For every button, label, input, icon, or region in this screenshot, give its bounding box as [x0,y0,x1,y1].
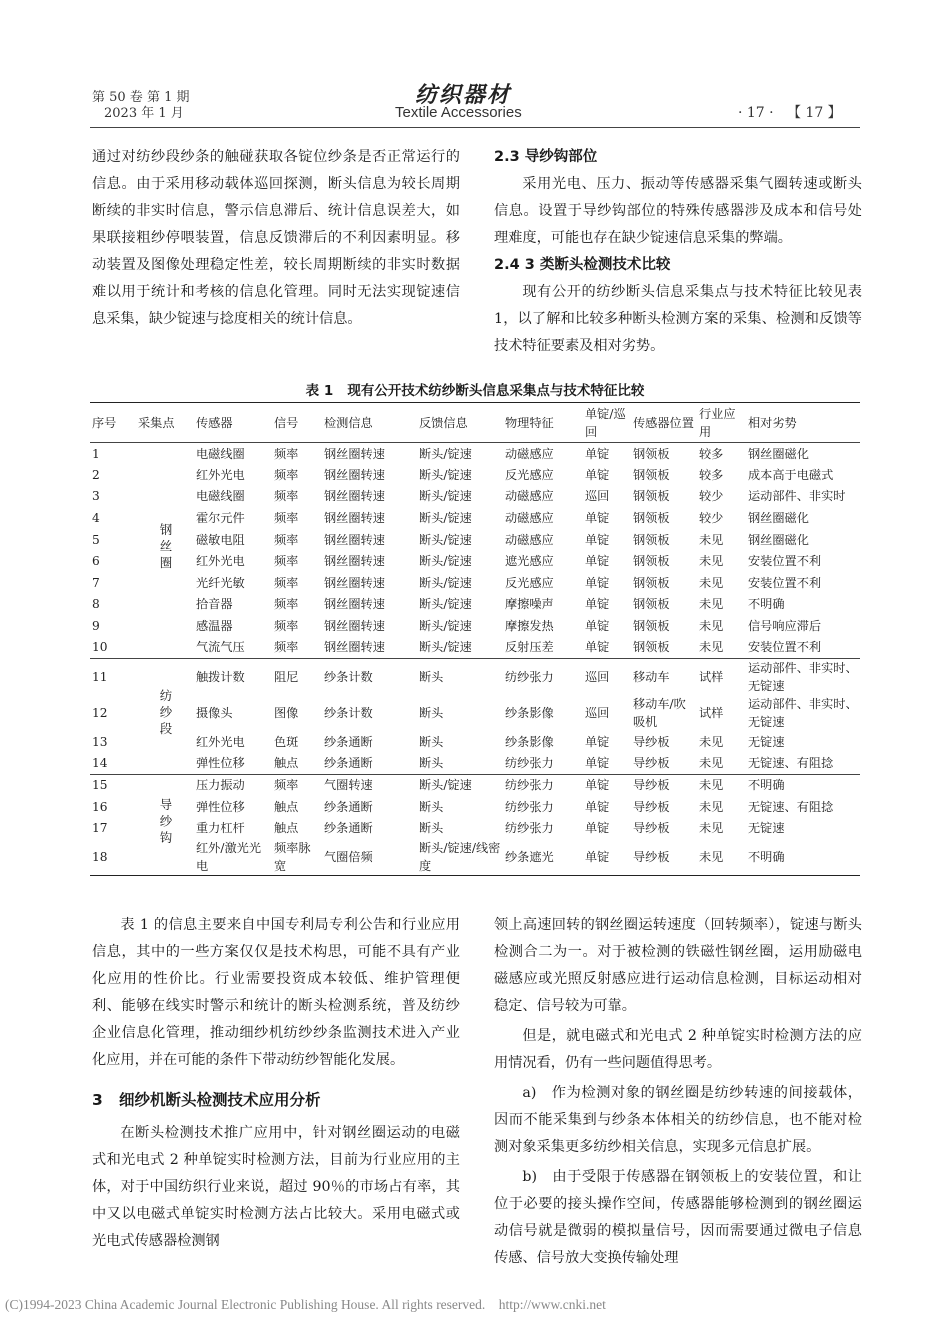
table-cell: 钢丝圈转速 [324,532,385,547]
table-cell: 未见 [699,575,724,590]
table-cell: 单锭 [585,821,610,836]
table-cell: 15 [92,778,108,793]
table-cell: 纱条遮光 [503,839,583,876]
table-header-cell: 相对劣势 [746,403,860,443]
table-cell: 动磁感应 [505,489,554,504]
table-cell: 频率 [274,446,299,461]
table-cell: 弹性位移 [196,799,245,814]
table-cell: 频率 [274,511,299,526]
table-cell: 色斑 [274,734,299,749]
table-cell: 拾音器 [196,597,233,612]
table-cell: 钢丝圈转速 [324,575,385,590]
collection-point-label: 导纱钩 [158,797,173,848]
table-cell: 钢领板 [633,467,670,482]
table-cell: 较少 [699,511,724,526]
table-cell: 较多 [699,467,724,482]
table-cell: 钢领板 [633,446,670,461]
table-cell: 钢领板 [631,637,697,659]
table-cell: 霍尔元件 [196,511,245,526]
left-col-top-paragraph: 通过对纺纱段纱条的触碰获取各锭位纱条是否正常运行的信息。由于采用移动载体巡回探测，断头信息为较长周期断续的非实时信息，警示信息滞后、统计信息误差大，如果联接粗纱停喂装置，信息反馈滞后的不利因素明显。移动装置及图像处理稳定性差，较长周期断续的非实时数据难以用于统计和考核的信息化管理。同时无法实现锭速信息采集，缺少锭速与捻度相关的统计信息。 [92,149,460,327]
table-cell: 钢领板 [633,554,670,569]
table-cell: 4 [92,511,100,526]
table-cell: 钢领板 [633,489,670,504]
table-cell: 重力杠杆 [196,821,245,836]
collection-point-label: 纺纱段 [158,689,173,739]
table-cell: 不明确 [748,778,785,793]
table-cell: 红外光电 [196,554,245,569]
table-header-cell: 传感器位置 [631,403,697,443]
table-row [90,658,860,695]
table-cell: 断头/锭速 [419,597,472,612]
table-cell: 未见 [699,734,724,749]
table-cell: 钢丝圈转速 [322,637,417,659]
table-cell: 反射压差 [503,637,583,659]
table-cell: 断头 [419,669,444,684]
table-header-cell: 物理特征 [503,403,583,443]
table-cell: 摩擦发热 [505,619,554,634]
table-cell: 成本高于电磁式 [748,467,834,482]
table-cell: 安装位置不利 [748,575,822,590]
table-cell: 频率 [274,467,299,482]
table-cell: 触拨计数 [196,669,245,684]
table-cell: 未见 [697,753,746,775]
table-cell: 无锭速 [748,734,785,749]
table-cell: 频率 [274,554,299,569]
table-row [90,594,860,616]
section-3-text: 在断头检测技术推广应用中，针对钢丝圈运动的电磁式和光电式 2 种单锭实时检测方法，目前为行业应用的主体，对于中国纺织行业来说，超过 90％的市场占有率，其中又以电磁式单锭实时检测方法占比较大。采用电磁式或光电式传感器检测钢 [92,1125,460,1249]
table-cell: 频率脉宽 [272,839,322,876]
table-cell: 动磁感应 [505,511,554,526]
table-cell: 压力振动 [196,778,245,793]
table-cell: 单锭 [583,637,631,659]
table-cell: 3 [92,489,100,504]
table-cell: 11 [92,669,108,684]
right-col-paragraph-2: 但是，就电磁式和光电式 2 种单锭实时检测方法的应用情况看，仍有一些问题值得思考。 [494,1028,862,1071]
table-row [90,443,860,465]
table-cell: 钢丝圈转速 [324,597,385,612]
table-cell: 磁敏电阻 [196,532,245,547]
table-cell: 遮光感应 [505,554,554,569]
table-cell: 未见 [699,532,724,547]
table-cell: 单锭 [585,597,610,612]
table-cell: 频率 [274,778,299,793]
right-col-item-a: a) 作为检测对象的钢丝圈是纺纱转速的间接载体，因而不能采集到与纱条本体相关的纺纱信息，也不能对检测对象采集更多纺纱相关信息，实现多元信息扩展。 [494,1085,862,1155]
table-cell: 反光感应 [505,575,554,590]
table-cell: 未见 [697,839,746,876]
table-cell: 钢领板 [633,575,670,590]
table-cell: 不明确 [748,597,785,612]
table-cell: 导纱板 [633,799,670,814]
table-cell: 5 [92,532,100,547]
table-cell: 移动车/吹吸机 [633,696,686,729]
table-cell: 未见 [699,821,724,836]
table-cell: 安装位置不利 [746,637,860,659]
table-header-cell: 序号 [90,403,136,443]
table-cell: 17 [92,821,108,836]
right-col-top [494,144,862,360]
right-col-item-b: b) 由于受限于传感器在钢领板上的安装位置，和让位于必要的接头操作空间，传感器能够检测到的钢丝圈运动信号就是微弱的模拟量信号，因而需要通过微电子信息传感、信号放大变换传输处理 [494,1169,862,1266]
table-header-cell: 检测信息 [322,403,417,443]
table-header-cell: 单锭/巡回 [583,403,631,443]
table-row [90,572,860,594]
table-cell: 钢丝圈磁化 [748,532,809,547]
table-cell: 钢丝圈转速 [324,467,385,482]
table-cell: 信号响应滞后 [748,619,822,634]
table-cell: 断头 [419,734,444,749]
table-cell: 钢丝圈转速 [324,446,385,461]
table-cell: 未见 [697,637,746,659]
table-cell: 1 [92,446,100,461]
table-cell: 单锭 [585,734,610,749]
table-cell: 断头 [419,821,444,836]
table-row [90,796,860,818]
table-cell: 摄像头 [196,705,233,720]
table-header-cell: 采集点 [136,403,194,443]
table-cell: 纺纱张力 [505,669,554,684]
table-cell: 频率 [272,637,322,659]
table-cell: 钢领板 [633,597,670,612]
table-cell: 单锭 [585,619,610,634]
table-cell: 频率 [274,597,299,612]
right-col-bottom [494,912,862,1272]
table-cell: 导纱板 [633,821,670,836]
table-cell: 频率 [274,532,299,547]
table-cell: 红外光电 [196,467,245,482]
table-cell: 反光感应 [505,467,554,482]
table-cell: 纺纱张力 [505,821,554,836]
table-cell: 试样 [699,705,724,720]
journal-date: 2023 年 1 月 [104,106,184,121]
table-cell: 巡回 [585,705,610,720]
table-cell: 断头/锭速 [419,467,472,482]
section-2-3-text: 采用光电、压力、振动等传感器采集气圈转速或断头信息。设置于导纱钩部位的特殊传感器涉及成本和信号处理难度，可能也存在缺少锭速信息采集的弊端。 [494,176,862,246]
table-cell: 摩擦噪声 [505,597,554,612]
table-row [90,550,860,572]
table-cell: 导纱板 [633,734,670,749]
table-cell: 钢丝圈磁化 [748,511,809,526]
table-cell: 断头/锭速 [417,637,503,659]
table-row [90,753,860,775]
table-header-cell: 反馈信息 [417,403,503,443]
table-cell: 断头/锭速 [419,532,472,547]
table-cell: 未见 [699,554,724,569]
table-cell: 18 [90,839,136,876]
journal-logo-en: Textile Accessories [395,104,522,121]
table-cell: 钢丝圈转速 [324,554,385,569]
table-cell: 纱条计数 [324,705,373,720]
table-cell: 电磁线圈 [196,446,245,461]
table-cell: 钢丝圈转速 [324,511,385,526]
table-cell: 16 [92,799,108,814]
table-cell: 钢丝圈转速 [324,619,385,634]
table-cell: 频率 [274,575,299,590]
journal-logo-cn: 纺织器材 [415,82,512,108]
left-col-bottom [92,912,460,1255]
table-cell: 10 [90,637,136,659]
table-cell: 弹性位移 [194,753,272,775]
table-cell: 纱条计数 [324,669,373,684]
table-cell: 断头 [419,799,444,814]
table-cell: 光纤光敏 [196,575,245,590]
table-cell: 阻尼 [274,669,299,684]
table-cell: 气流气压 [194,637,272,659]
table-cell: 频率 [274,619,299,634]
table-cell: 14 [90,753,136,775]
table-cell: 单锭 [585,532,610,547]
table-cell: 钢丝圈转速 [324,489,385,504]
table-cell: 图像 [274,705,299,720]
table-cell: 纺纱张力 [505,799,554,814]
page-number: · 17 · 【 17 】 [738,105,842,121]
table-cell: 运动部件、非实时、无锭速 [748,660,858,693]
table-cell: 动磁感应 [505,446,554,461]
right-col-paragraph-1: 领上高速回转的钢丝圈运转速度（回转频率），锭速与断头检测合二为一。对于被检测的铁磁性钢丝圈，运用励磁电磁感应或光照反射感应进行运动信息检测，目标运动相对稳定、信号较为可靠。 [494,917,862,1014]
table-cell: 12 [92,705,108,720]
collection-point-label: 钢丝圈 [158,523,173,573]
table-cell: 6 [92,554,100,569]
table-row [90,731,860,753]
table-cell: 纺纱张力 [503,753,583,775]
table-1-caption: 表 1 现有公开技术纺纱断头信息采集点与技术特征比较 [305,383,645,399]
table-row [90,817,860,839]
table-cell: 断头/锭速/线密度 [417,839,503,876]
table-cell: 气圈转速 [324,778,373,793]
table-header-cell: 传感器 [194,403,272,443]
table-group-cell [136,443,194,659]
table-cell: 8 [92,597,100,612]
table-cell: 钢领板 [633,619,670,634]
table-cell: 断头/锭速 [419,554,472,569]
table-row [90,774,860,796]
table-discussion-paragraph: 表 1 的信息主要来自中国专利局专利公告和行业应用信息，其中的一些方案仅仅是技术构思，可能不具有产业化应用的性价比。行业需要投资成本较低、维护管理便利、能够在线实时警示和统计的断头检测系统，普及纺纱企业信息化管理，推动细纱机纺纱纱条监测技术进入产业化应用，并在可能的条件下带动纺纱智能化发展。 [92,917,460,1068]
table-cell: 未见 [699,619,724,634]
table-cell: 2 [92,467,100,482]
table-cell: 巡回 [585,489,610,504]
table-cell: 无锭速 [748,821,785,836]
table-cell: 断头 [417,753,503,775]
table-row [90,615,860,637]
table-cell: 不明确 [746,839,860,876]
table-row [90,507,860,529]
table-row [90,695,860,731]
journal-volume: 第 50 卷 第 1 期 [92,90,190,105]
table-cell: 导纱板 [631,753,697,775]
table-header-row [90,403,860,443]
table-cell: 断头/锭速 [419,619,472,634]
table-cell: 试样 [699,669,724,684]
table-cell: 频率 [274,489,299,504]
table-group-cell [136,774,194,875]
table-cell: 导纱板 [631,839,697,876]
table-cell: 纱条影像 [505,705,554,720]
table-cell: 触点 [274,821,299,836]
table-cell: 单锭 [585,778,610,793]
table-cell: 动磁感应 [505,532,554,547]
table-cell: 断头/锭速 [419,778,472,793]
table-cell: 未见 [699,597,724,612]
table-cell: 单锭 [585,467,610,482]
table-cell: 电磁线圈 [196,489,245,504]
table-cell: 未见 [699,799,724,814]
header-rule [90,127,860,128]
table-cell: 纱条通断 [324,734,373,749]
table-cell: 单锭 [585,799,610,814]
table-cell: 单锭 [585,446,610,461]
section-3-heading: 3 细纱机断头检测技术应用分析 [92,1091,321,1109]
table-row [90,637,860,659]
table-cell: 钢领板 [633,511,670,526]
table-cell: 感温器 [196,619,233,634]
table-cell: 触点 [272,753,322,775]
table-cell: 红外光电 [196,734,245,749]
table-cell: 移动车 [633,669,670,684]
table-cell: 断头/锭速 [419,446,472,461]
section-2-3-heading: 2.3 导纱钩部位 [494,149,598,165]
table-cell: 纺纱张力 [505,778,554,793]
table-group-cell [136,658,194,774]
table-header-cell: 信号 [272,403,322,443]
table-cell: 断头/锭速 [419,489,472,504]
table-cell: 较少 [699,489,724,504]
section-2-4-heading: 2.4 3 类断头检测技术比较 [494,257,671,273]
table-cell: 较多 [699,446,724,461]
table-cell: 单锭 [585,511,610,526]
table-cell: 13 [92,734,108,749]
table-cell: 纱条通断 [322,753,417,775]
table-cell: 纱条影像 [505,734,554,749]
table-cell: 红外/激光光电 [194,839,272,876]
table-cell: 断头 [419,705,444,720]
table-cell: 钢丝圈磁化 [748,446,809,461]
table-cell: 纱条通断 [324,799,373,814]
copyright-footer: (C)1994-2023 China Academic Journal Electronic Publishing House. All rights reserved. http://www.cnki.net [5,1297,606,1312]
table-row [90,839,860,876]
table-cell: 无锭速、有阻捻 [748,799,834,814]
table-cell: 安装位置不利 [748,554,822,569]
table-cell: 单锭 [583,753,631,775]
table-cell: 钢领板 [633,532,670,547]
table-cell: 单锭 [585,575,610,590]
table-1 [90,402,860,876]
table-cell: 9 [92,619,100,634]
table-row [90,464,860,486]
table-cell: 运动部件、非实时 [748,489,846,504]
table-cell: 气圈倍频 [322,839,417,876]
table-cell: 无锭速、有阻捻 [746,753,860,775]
table-cell: 单锭 [585,554,610,569]
table-cell: 运动部件、非实时、无锭速 [748,696,858,729]
table-row [90,529,860,551]
table-header-cell: 行业应用 [697,403,746,443]
section-2-4-text: 现有公开的纺纱断头信息采集点与技术特征比较见表 1，以了解和比较多种断头检测方案的采集、检测和反馈等技术特征要素及相对劣势。 [494,284,862,354]
table-cell: 导纱板 [633,778,670,793]
table-cell: 未见 [699,778,724,793]
table-cell: 断头/锭速 [419,511,472,526]
table-cell: 纱条通断 [324,821,373,836]
table-cell: 单锭 [583,839,631,876]
table-row [90,486,860,508]
table-cell: 触点 [274,799,299,814]
table-cell: 断头/锭速 [419,575,472,590]
table-cell: 7 [92,575,100,590]
table-cell: 巡回 [585,669,610,684]
